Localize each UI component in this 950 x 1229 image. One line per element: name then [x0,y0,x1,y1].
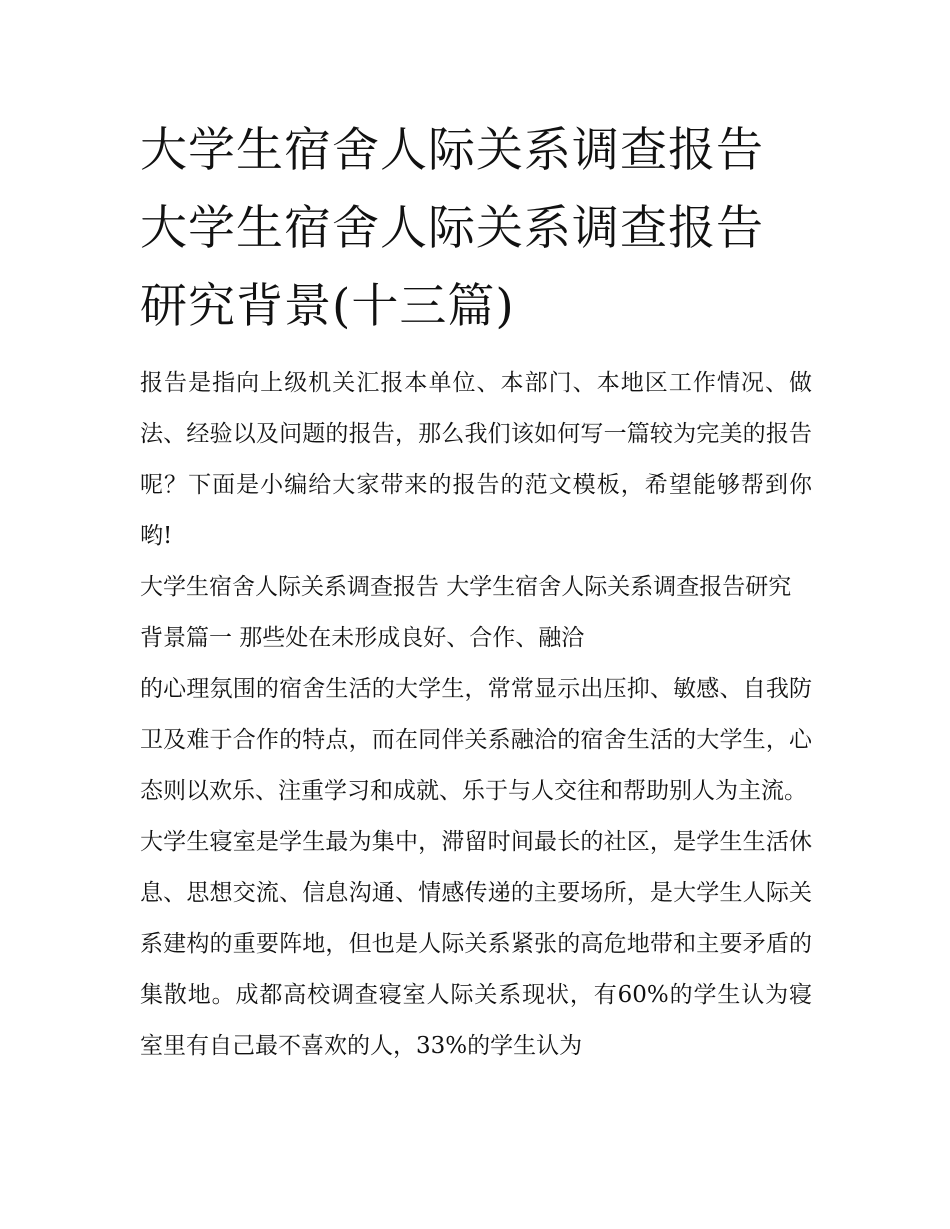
title-line-3: 研究背景(十三篇) [140,279,515,334]
document-page [140,112,812,1072]
body-paragraph-2: 大学生寝室是学生最为集中，滞留时间最长的社区，是学生生活休息、思想交流、信息沟通、情感传递的主要场所，是大学生人际关系建构的重要阵地，但也是人际关系紧张的高危地带和主要矛盾的集散地。成都高校调查寝室人际关系现状，有60%的学生认为寝室里有自己最不喜欢的人，33%的学生认为 [140,829,812,1059]
document-title [140,112,812,346]
section-heading-paragraph: 大学生宿舍人际关系调查报告 大学生宿舍人际关系调查报告研究背景篇一 那些处在未形成良好、合作、融洽 [140,574,792,651]
title-line-2: 大学生宿舍人际关系调查报告 [140,201,764,256]
body-paragraph-1: 的心理氛围的宿舍生活的大学生，常常显示出压抑、敏感、自我防卫及难于合作的特点，而在同伴关系融洽的宿舍生活的大学生，心态则以欢乐、注重学习和成就、乐于与人交往和帮助别人为主流。 [140,676,812,804]
intro-paragraph: 报告是指向上级机关汇报本单位、本部门、本地区工作情况、做法、经验以及问题的报告，那么我们该如何写一篇较为完美的报告呢？下面是小编给大家带来的报告的范文模板，希望能够帮到你哟! [140,370,812,549]
title-line-1: 大学生宿舍人际关系调查报告 [140,123,764,178]
